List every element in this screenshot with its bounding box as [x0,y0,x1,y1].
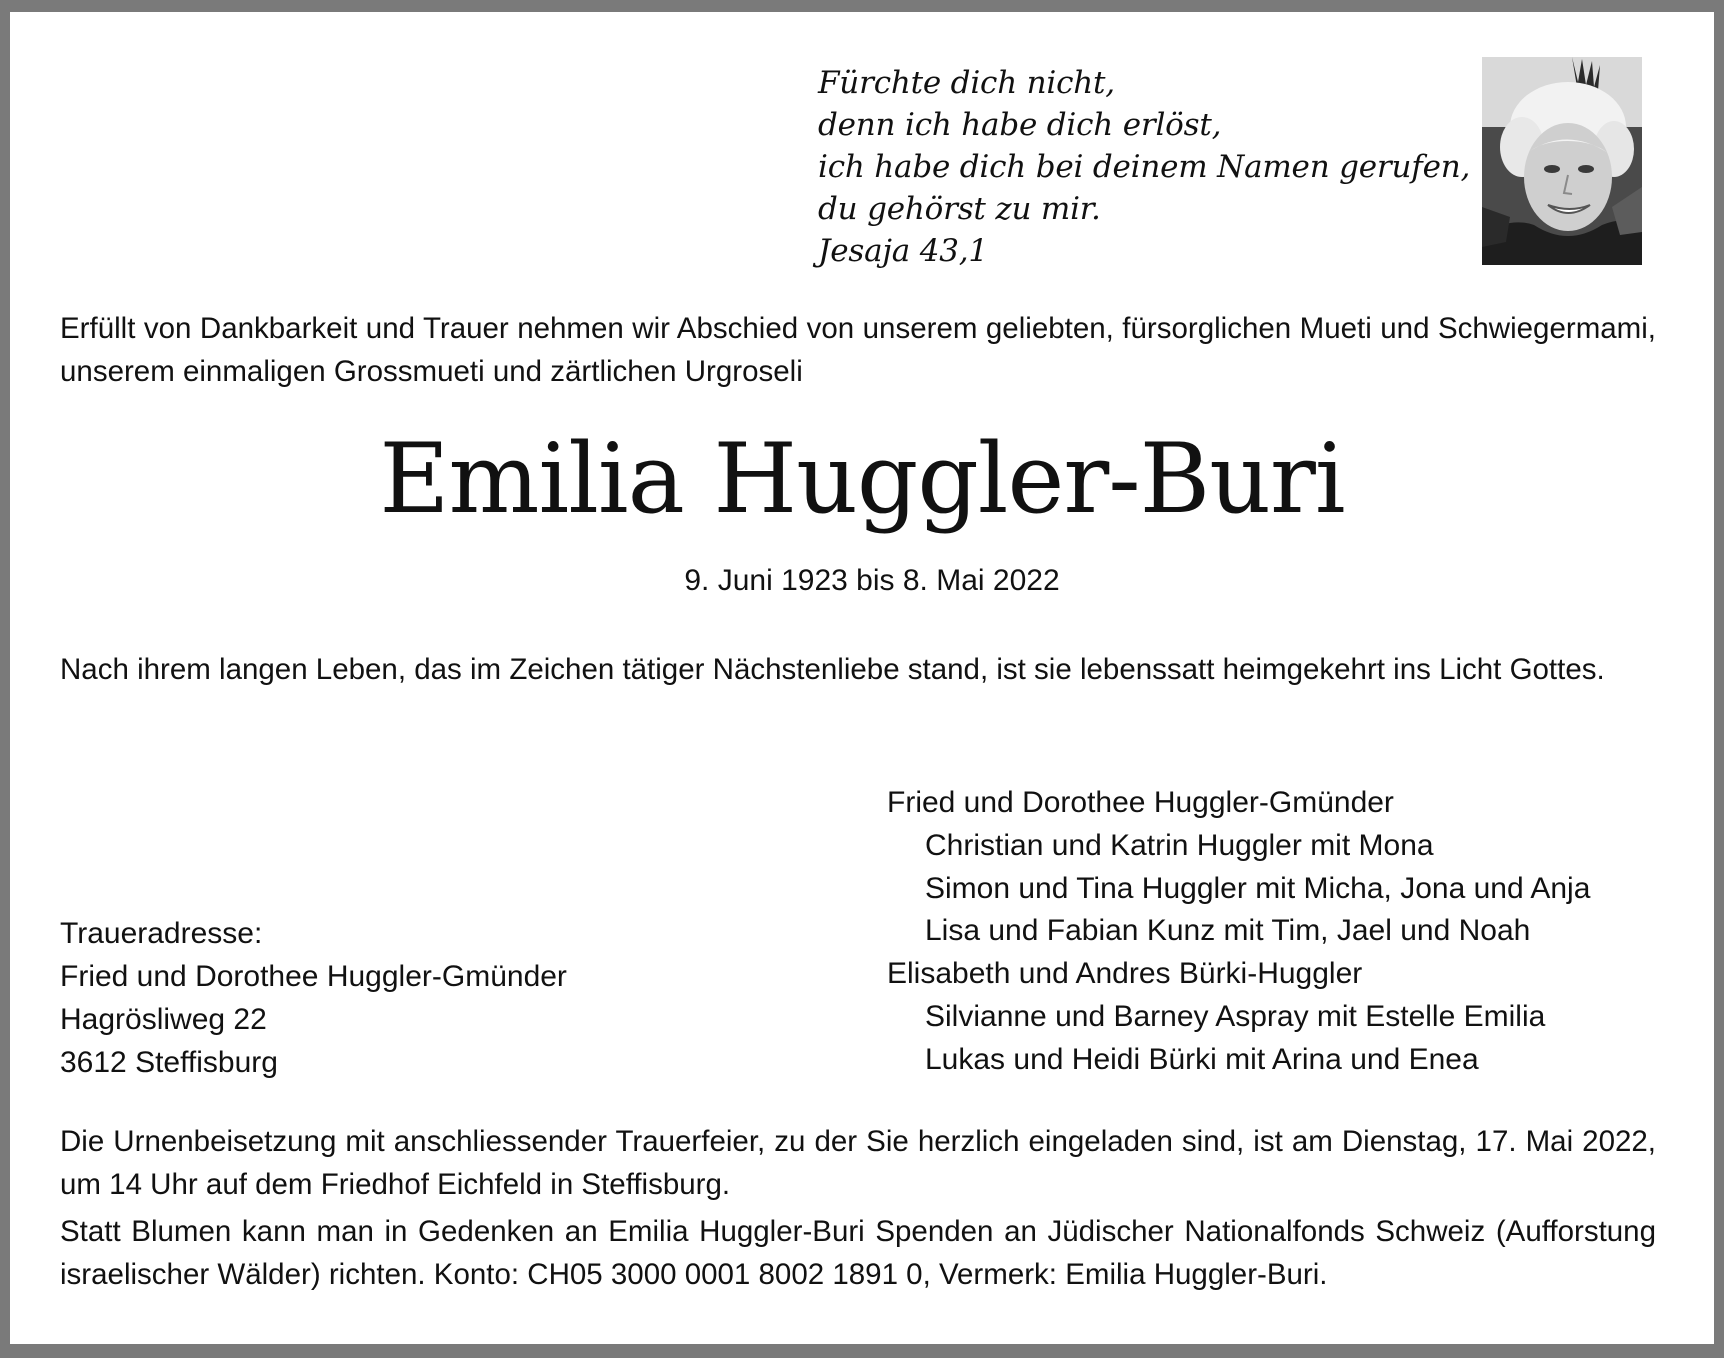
verse-line: Fürchte dich nicht, [818,65,1115,101]
donation-notice: Statt Blumen kann man in Gedenken an Emilia Huggler-Buri Spenden an Jüdischer Nationalfonds Schweiz (Aufforstung israelischer Wälder) richten. Konto: CH05 3000 0001 8002 1891 0, Vermerk: Emilia Huggler-Buri. [60,1215,1656,1291]
portrait-image [1482,57,1642,265]
address-city: 3612 Steffisburg [60,1046,278,1079]
family-member: Fried und Dorothee Huggler-Gmünder [887,786,1394,819]
family-member: Elisabeth und Andres Bürki-Huggler [887,957,1363,991]
address-name: Fried und Dorothee Huggler-Gmünder [60,960,567,993]
family-member: Christian und Katrin Huggler mit Mona [925,828,1434,862]
life-dates: 9. Juni 1923 bis 8. Mai 2022 [684,564,1060,597]
address-street: Hagrösliweg 22 [60,1003,267,1036]
portrait-photo [1482,57,1642,265]
family-member: Simon und Tina Huggler mit Micha, Jona und Anja [925,871,1591,905]
life-text: Nach ihrem langen Leben, das im Zeichen tätiger Nächstenliebe stand, ist sie lebenssatt heimgekehrt ins Licht Gottes. [60,653,1605,686]
family-member: Silvianne und Barney Aspray mit Estelle Emilia [925,999,1546,1033]
bible-verse [818,62,1470,272]
mourning-address [60,912,567,1084]
verse-reference: Jesaja 43,1 [818,233,988,269]
deceased-name: Emilia Huggler-Buri [379,423,1345,535]
family-member: Lukas und Heidi Bürki mit Arina und Enea [925,1042,1479,1076]
verse-line: ich habe dich bei deinem Namen gerufen, [818,149,1471,185]
intro-text: Erfüllt von Dankbarkeit und Trauer nehmen wir Abschied von unserem geliebten, fürsorglichen Mueti und Schwiegermami, unserem einmaligen Grossmueti und zärtlichen Urgroseli [60,312,1656,388]
burial-notice: Die Urnenbeisetzung mit anschliessender Trauerfeier, zu der Sie herzlich eingeladen sind, ist am Dienstag, 17. Mai 2022, um 14 Uhr auf dem Friedhof Eichfeld in Steffisburg. [60,1125,1656,1201]
family-member: Lisa und Fabian Kunz mit Tim, Jael und Noah [925,914,1531,948]
verse-line: du gehörst zu mir. [818,191,1101,227]
family-list [887,782,1590,1082]
obituary-page [10,12,1714,1344]
address-label: Traueradresse: [60,917,263,950]
verse-line: denn ich habe dich erlöst, [818,107,1222,143]
